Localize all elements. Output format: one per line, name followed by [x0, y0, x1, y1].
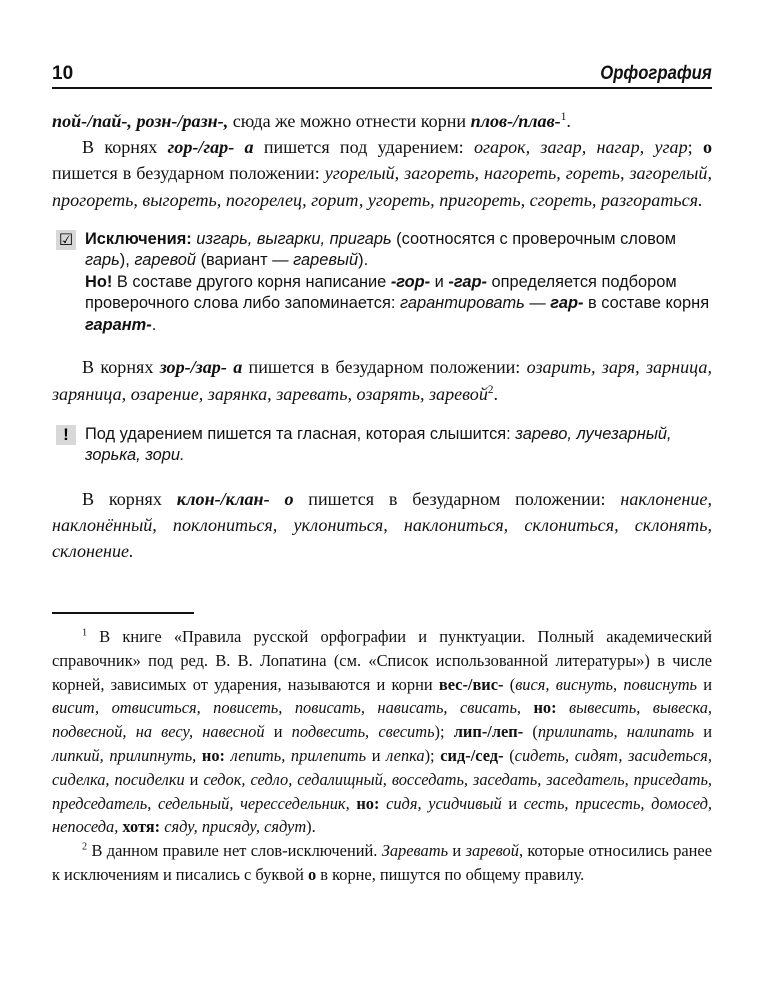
roots-klon-klan: клон-/клан-: [176, 488, 270, 509]
exceptions-list: изгарь, выгарки, пригарь: [196, 229, 392, 248]
but-period: .: [151, 315, 157, 334]
running-head: [52, 57, 712, 89]
footnote-area: [52, 612, 712, 887]
gor-gar-rule-o: пишется в безударном положении:: [52, 163, 325, 184]
roots-poi-pai: пой-/пай-, розн-/разн-,: [52, 111, 229, 131]
vowel-a: а: [244, 137, 254, 158]
but-label: Но!: [85, 272, 113, 291]
paragraph-gor-gar: [52, 134, 712, 213]
roots-zor-zar: зор-/зар-: [159, 357, 227, 378]
root-garant: гарант-: [85, 315, 152, 334]
zor-zar-opening: В корнях: [82, 357, 160, 378]
but-text-c: в составе корня: [583, 294, 710, 313]
paragraph-klon-klan: [52, 486, 712, 565]
exceptions-rest-2: ),: [119, 251, 135, 270]
para-continued-period: .: [566, 111, 571, 131]
footnote-1-marker: 1: [82, 627, 88, 639]
gor-gar-examples-a: огарок, загар, нагар, угар: [473, 137, 688, 158]
gor-gar-rule-a: пишется под ударением:: [253, 137, 474, 158]
page-number: 10: [52, 63, 74, 84]
zor-zar-examples: озарить, заря, зарница, заряница, озарение, зарянка, заревать, озарять, заревой: [52, 357, 712, 404]
footnote-ref-1[interactable]: 1: [560, 110, 567, 123]
callout-exceptions-label: Исключения:: [85, 229, 192, 248]
para-continued-middle: сюда же можно отнести корни: [228, 111, 471, 131]
klon-klan-vowel: о: [284, 488, 294, 509]
gor-gar-semicolon: ;: [687, 137, 703, 158]
klon-klan-rule: пишется в безударном положении:: [293, 488, 621, 509]
callout-exceptions: [56, 229, 712, 337]
footnote-ref-2[interactable]: 2: [487, 383, 494, 396]
but-conj: и: [430, 272, 449, 291]
paragraph-continued: [52, 108, 712, 134]
stress-rule-text: Под ударением пишется та гласная, которая слышится:: [85, 424, 516, 443]
klon-klan-opening: В корнях: [82, 488, 177, 509]
callout-stress-text: [85, 424, 712, 467]
exceptions-rest-1: (соотносятся с проверочным словом: [391, 229, 677, 248]
checkbox-checked-icon: ☑: [56, 230, 76, 250]
but-text-b: определяется подбором проверочного слова либо запоминается:: [85, 272, 677, 313]
but-text-a: В составе другого корня написание: [112, 272, 391, 291]
footnote-1-text: В книге «Правила русской орфографии и пунктуации. Полный академический справочник» под ред. В. В. Лопатина (см. «Список использованной литературы») в числе корней, зависимых от ударения, называются и корни вес-/вис- (вися, виснуть, повиснуть и висит, отвиситься, повисеть, повисать, нависать, свисать, но: вывесить, вывеска, подвесной, на весу, навесной и подвесить, свесить); лип-/леп- (прилипать, налипать и липкий, прилипнуть, но: лепить, прилепить и лепка); сид-/сед- (сидеть, сидят, засидеться, сиделка, посиделки и седок, седло, седалищный, восседать, заседать, заседатель, приседать, председатель, седельный, чересседельник, но: сидя, усидчивый и сесть, присесть, домосед, непоседа, хотя: сяду, присяду, сядут).: [52, 627, 713, 837]
word-garevoy: гаревой: [134, 251, 197, 270]
root-gar-affix: -гар-: [448, 272, 487, 291]
footnote-2-marker: 2: [82, 841, 88, 853]
footnote-separator-rule: [52, 612, 194, 614]
but-dash: —: [524, 294, 551, 313]
zor-zar-rule: пишется в безударном положении:: [242, 357, 527, 378]
footnote-2: [52, 839, 712, 887]
gor-gar-opening: В корнях: [82, 137, 168, 158]
roots-plov-plav: плов-/плав-: [470, 111, 561, 131]
exclamation-icon: !: [56, 425, 76, 445]
root-gor-affix: -гор-: [390, 272, 431, 291]
klon-klan-examples: наклонение, наклонённый, поклониться, уклониться, наклониться, склониться, склонять, склонение.: [52, 488, 712, 562]
body-text: [52, 108, 712, 564]
check-word-gar: гарь: [85, 251, 120, 270]
footnote-2-text: В данном правиле нет слов-исключений. Заревать и заревой, которые относились ранее к исключениям и писались с буквой о в корне, пишутся по общему правилу.: [52, 841, 712, 884]
exceptions-rest-4: ).: [358, 251, 369, 270]
stress-rule-examples: зарево, лучезарный, зорька, зори.: [85, 424, 672, 465]
gor-gar-examples-o: угорелый, загореть, нагореть, гореть, загорелый, прогореть, выгореть, погорелец, горит, угореть, пригореть, сгореть, разгораться.: [52, 163, 713, 210]
callout-exceptions-text: [85, 229, 712, 337]
zor-zar-vowel: а: [233, 357, 243, 378]
exceptions-rest-3: (вариант —: [196, 251, 294, 270]
callout-stress-rule: [56, 424, 712, 467]
running-title: Орфография: [600, 63, 712, 84]
zor-zar-period: .: [493, 383, 499, 404]
word-garevyy: гаревый: [293, 251, 359, 270]
paragraph-zor-zar: [52, 354, 712, 406]
vowel-o: о: [702, 137, 712, 158]
word-garantirovat: гарантировать: [399, 294, 525, 313]
root-gar: гар-: [550, 294, 584, 313]
footnote-1: [52, 625, 712, 839]
roots-gor-gar: гор-/гар-: [167, 137, 235, 158]
